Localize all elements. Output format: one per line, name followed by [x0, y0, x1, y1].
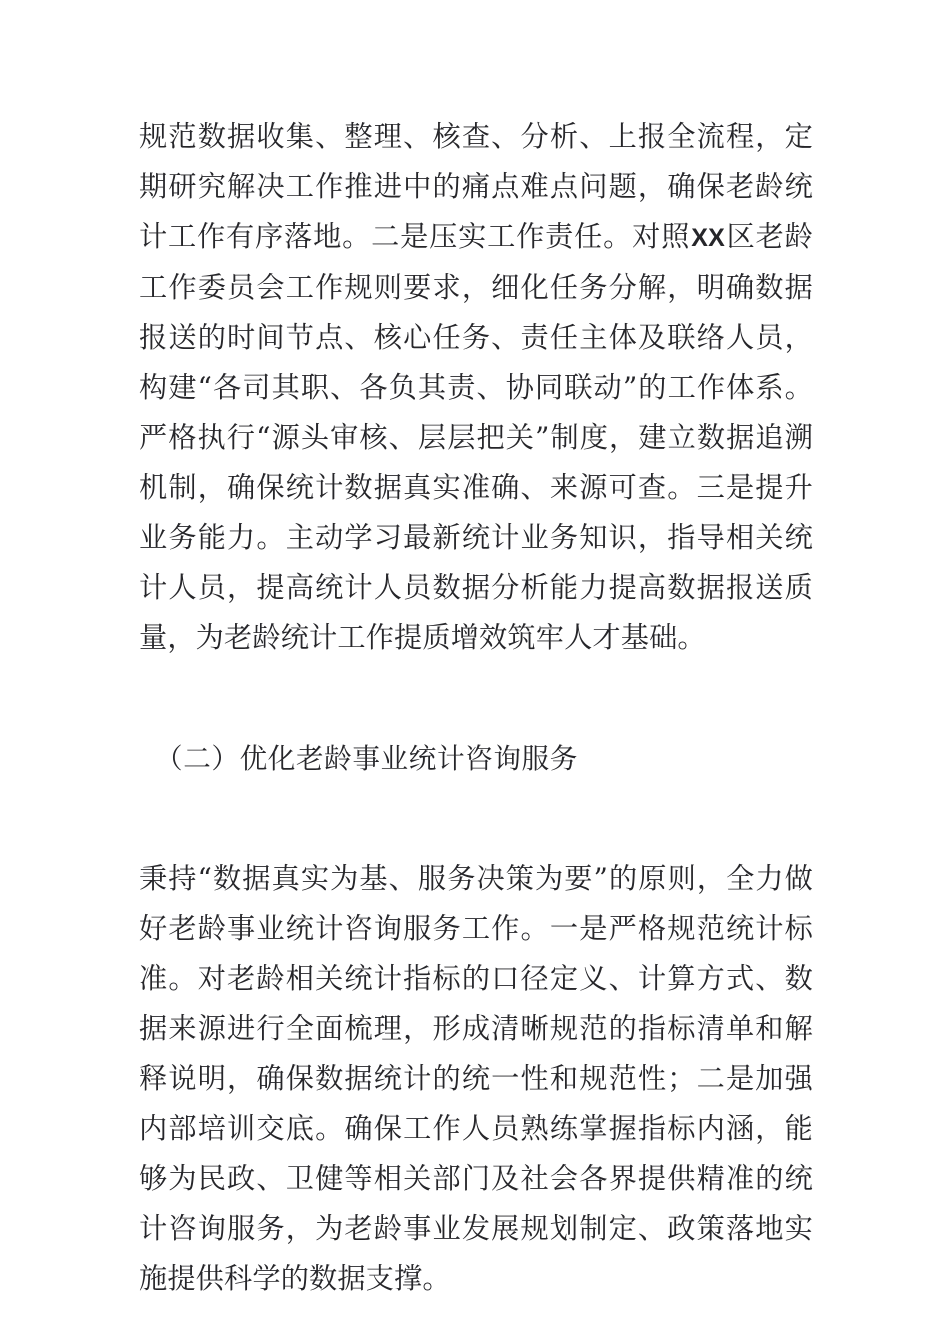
redacted-place-name-placeholder: XX — [691, 224, 725, 252]
section-heading-two: （二）优化老龄事业统计咨询服务 — [155, 742, 578, 775]
heading-paragraph-spacer — [139, 782, 813, 854]
paragraph-one-text-tail: 区老龄工作委员会工作规则要求，细化任务分解，明确数据报送的时间节点、核心任务、责任主体及联络人员，构建“各司其职、各负其责、协同联动”的工作体系。严格执行“源头审核、层层把关”制度，建立数据追溯机制，确保统计数据真实准确、来源可查。三是提升业务能力。主动学习最新统计业务知识，指导相关统计人员，提高统计人员数据分析能力提高数据报送质量，为老龄统计工作提质增效筑牢人才基础。 — [139, 220, 814, 654]
paragraph-one-text-lead: 规范数据收集、整理、核查、分析、上报全流程，定期研究解决工作推进中的痛点难点问题，确保老龄统计工作有序落地。二是压实工作责任。对照 — [139, 120, 813, 253]
paragraph-heading-spacer — [139, 663, 813, 736]
document-text-body — [139, 112, 813, 1304]
paragraph-one — [139, 112, 813, 663]
paragraph-two: 秉持“数据真实为基、服务决策为要”的原则，全力做好老龄事业统计咨询服务工作。一是严格规范统计标准。对老龄相关统计指标的口径定义、计算方式、数据来源进行全面梳理，形成清晰规范的指标清单和解释说明，确保数据统计的统一性和规范性；二是加强内部培训交底。确保工作人员熟练掌握指标内涵，能够为民政、卫健等相关部门及社会各界提供精准的统计咨询服务，为老龄事业发展规划制定、政策落地实施提供科学的数据支撑。 — [139, 862, 813, 1295]
